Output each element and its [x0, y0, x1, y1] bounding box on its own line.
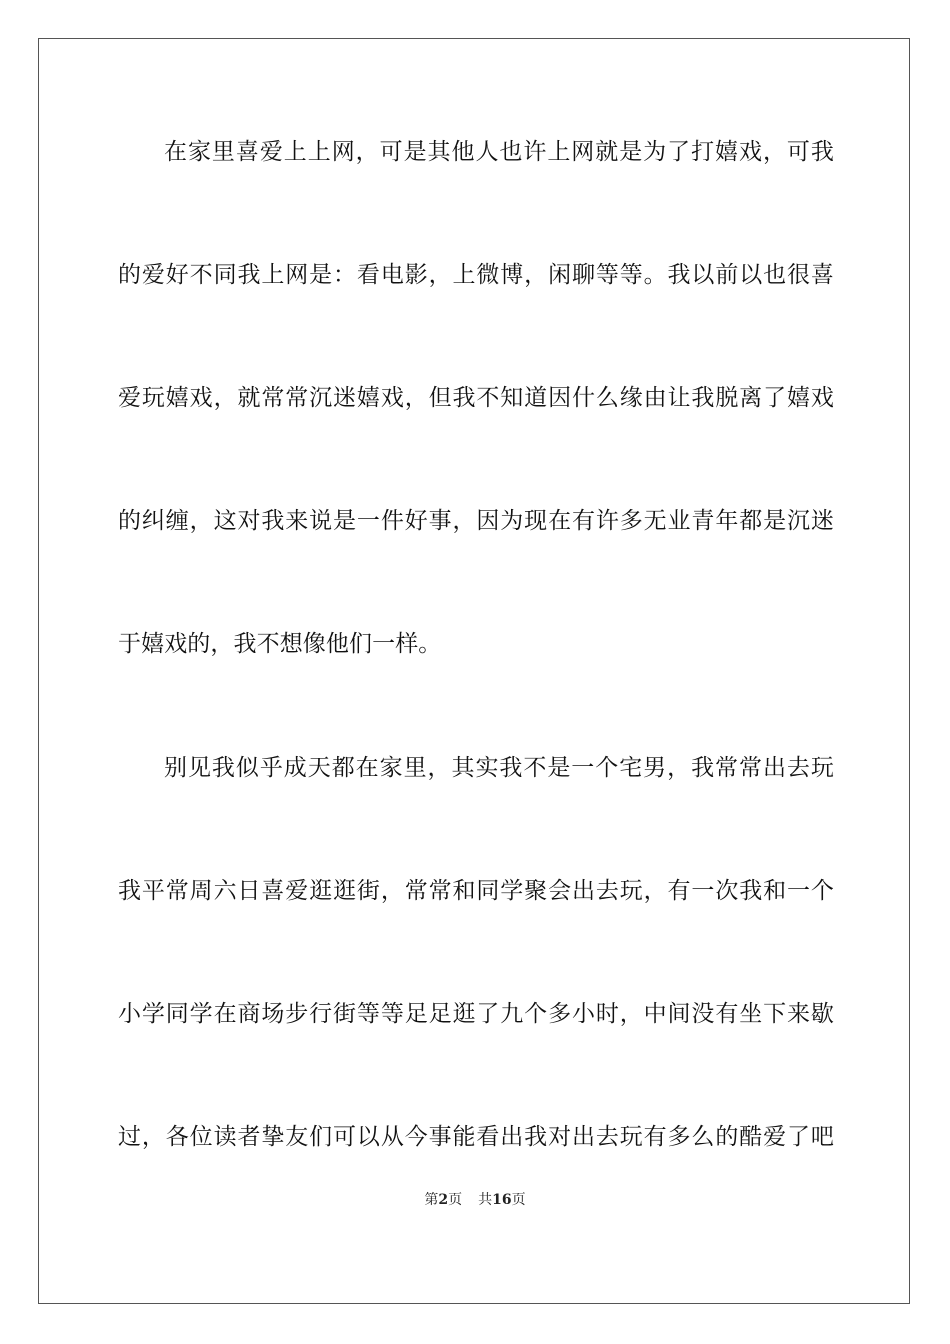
page-suffix: 页: [448, 1192, 463, 1208]
paragraph-2-line-4: 过，各位读者挚友们可以从今事能看出我对出去玩有多么的酷爱了吧: [118, 1124, 834, 1150]
paragraph-2-line-2: 我平常周六日喜爱逛逛街，常常和同学聚会出去玩，有一次我和一个: [118, 878, 834, 904]
paragraph-1-line-5: 于嬉戏的，我不想像他们一样。: [118, 631, 442, 657]
page-number: 2: [438, 1192, 449, 1208]
paragraph-1-line-3: 爱玩嬉戏，就常常沉迷嬉戏，但我不知道因什么缘由让我脱离了嬉戏: [118, 385, 834, 411]
total-prefix: 共: [478, 1192, 493, 1208]
paragraph-2-line-3: 小学同学在商场步行街等等足足逛了九个多小时，中间没有坐下来歇: [118, 1001, 834, 1027]
total-pages: 16: [492, 1192, 512, 1208]
total-suffix: 页: [511, 1192, 526, 1208]
page-prefix: 第: [424, 1192, 439, 1208]
document-page: [38, 38, 910, 1304]
paragraph-1-line-4: 的纠缠，这对我来说是一件好事，因为现在有许多无业青年都是沉迷: [118, 508, 834, 534]
page-footer: [39, 1189, 911, 1209]
paragraph-2-line-1: 别见我似乎成天都在家里，其实我不是一个宅男，我常常出去玩: [164, 755, 834, 781]
paragraph-1-line-2: 的爱好不同我上网是：看电影，上微博，闲聊等等。我以前以也很喜: [118, 262, 834, 288]
paragraph-1-line-1: 在家里喜爱上上网，可是其他人也许上网就是为了打嬉戏，可我: [164, 139, 834, 165]
